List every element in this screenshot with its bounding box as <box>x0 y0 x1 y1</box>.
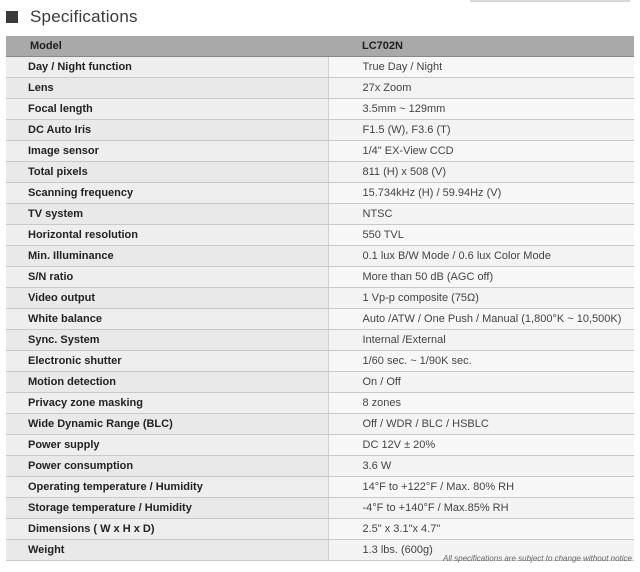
square-bullet-icon <box>6 11 18 23</box>
table-row <box>6 267 634 288</box>
spec-label: Focal length <box>6 99 328 120</box>
spec-label: Video output <box>6 288 328 309</box>
top-decorative-line <box>470 0 630 2</box>
spec-value: 1.3 lbs. (600g) <box>328 540 634 561</box>
spec-value: 0.1 lux B/W Mode / 0.6 lux Color Mode <box>328 246 634 267</box>
table-row <box>6 330 634 351</box>
spec-label: Electronic shutter <box>6 351 328 372</box>
spec-value: F1.5 (W), F3.6 (T) <box>328 120 634 141</box>
table-header-row <box>6 36 634 57</box>
spec-value: Off / WDR / BLC / HSBLC <box>328 414 634 435</box>
table-body <box>6 57 634 561</box>
spec-label: S/N ratio <box>6 267 328 288</box>
spec-value: 1/60 sec. ~ 1/90K sec. <box>328 351 634 372</box>
spec-value: 1/4" EX-View CCD <box>328 141 634 162</box>
spec-label: White balance <box>6 309 328 330</box>
spec-label: Motion detection <box>6 372 328 393</box>
table-row <box>6 246 634 267</box>
table-row <box>6 57 634 78</box>
spec-value: -4°F to +140°F / Max.85% RH <box>328 498 634 519</box>
spec-label: Day / Night function <box>6 57 328 78</box>
table-row <box>6 372 634 393</box>
spec-label: Sync. System <box>6 330 328 351</box>
spec-value: 550 TVL <box>328 225 634 246</box>
page-title: Specifications <box>30 7 138 26</box>
spec-value: 2.5" x 3.1"x 4.7" <box>328 519 634 540</box>
table-row <box>6 141 634 162</box>
spec-label: Storage temperature / Humidity <box>6 498 328 519</box>
spec-label: Dimensions ( W x H x D) <box>6 519 328 540</box>
spec-value: 15.734kHz (H) / 59.94Hz (V) <box>328 183 634 204</box>
table-row <box>6 393 634 414</box>
spec-label: Image sensor <box>6 141 328 162</box>
spec-value: 1 Vp-p composite (75Ω) <box>328 288 634 309</box>
table-row <box>6 414 634 435</box>
table-row <box>6 120 634 141</box>
disclaimer-footnote: All specifications are subject to change without notice <box>443 554 632 563</box>
spec-value: 3.6 W <box>328 456 634 477</box>
spec-label: DC Auto Iris <box>6 120 328 141</box>
spec-label: Total pixels <box>6 162 328 183</box>
spec-label: TV system <box>6 204 328 225</box>
spec-label: Wide Dynamic Range (BLC) <box>6 414 328 435</box>
spec-label: Privacy zone masking <box>6 393 328 414</box>
spec-value: Auto /ATW / One Push / Manual (1,800°K ~ 10,500K) <box>328 309 634 330</box>
spec-value: On / Off <box>328 372 634 393</box>
table-row <box>6 519 634 540</box>
table-row <box>6 351 634 372</box>
spec-value: True Day / Night <box>328 57 634 78</box>
specifications-table <box>6 36 634 561</box>
table-row <box>6 225 634 246</box>
table-row <box>6 183 634 204</box>
spec-value: 3.5mm ~ 129mm <box>328 99 634 120</box>
spec-label: Lens <box>6 78 328 99</box>
table-row <box>6 435 634 456</box>
spec-label: Operating temperature / Humidity <box>6 477 328 498</box>
table-row <box>6 78 634 99</box>
spec-label: Power supply <box>6 435 328 456</box>
table-row <box>6 99 634 120</box>
spec-value: 8 zones <box>328 393 634 414</box>
table-row <box>6 477 634 498</box>
spec-value: 27x Zoom <box>328 78 634 99</box>
spec-value: Internal /External <box>328 330 634 351</box>
spec-value: 811 (H) x 508 (V) <box>328 162 634 183</box>
column-header-model-number: LC702N <box>328 36 634 57</box>
column-header-model: Model <box>6 36 328 57</box>
table-row <box>6 456 634 477</box>
spec-value: 14°F to +122°F / Max. 80% RH <box>328 477 634 498</box>
spec-label: Scanning frequency <box>6 183 328 204</box>
table-row <box>6 162 634 183</box>
table-row <box>6 204 634 225</box>
spec-value: More than 50 dB (AGC off) <box>328 267 634 288</box>
spec-label: Horizontal resolution <box>6 225 328 246</box>
spec-label: Min. Illuminance <box>6 246 328 267</box>
spec-label: Power consumption <box>6 456 328 477</box>
section-header <box>6 4 138 30</box>
spec-label: Weight <box>6 540 328 561</box>
spec-value: NTSC <box>328 204 634 225</box>
table-row <box>6 498 634 519</box>
spec-value: DC 12V ± 20% <box>328 435 634 456</box>
table-row <box>6 288 634 309</box>
table-row <box>6 309 634 330</box>
